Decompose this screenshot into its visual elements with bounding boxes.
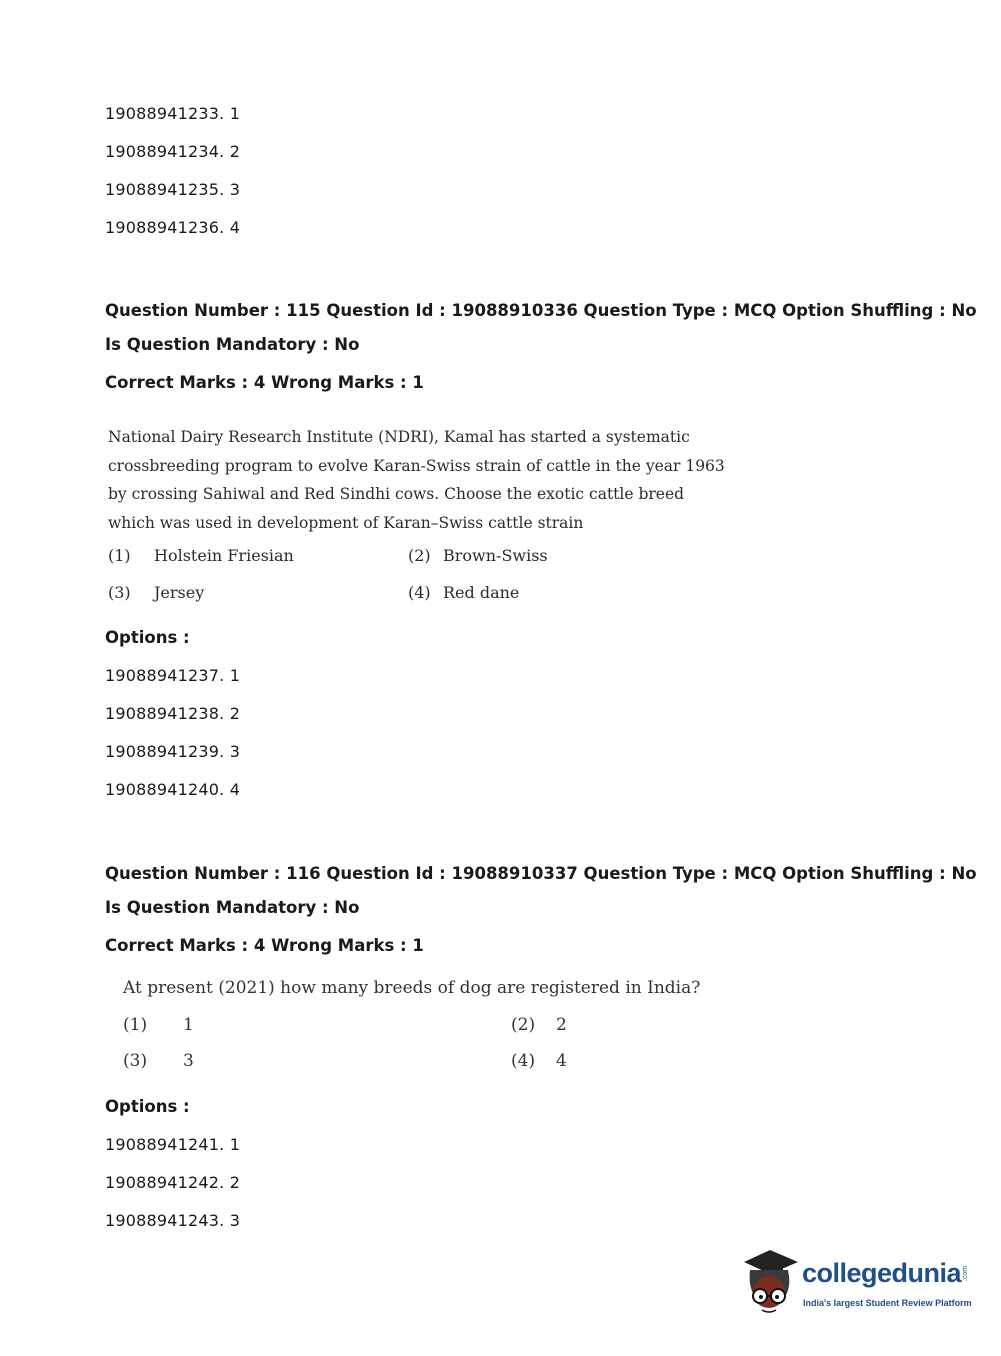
choice-1 (123, 1015, 194, 1035)
choice-label: Holstein Friesian (154, 546, 294, 565)
choice-3 (123, 1051, 194, 1071)
question-header: Question Number : 116 Question Id : 19088910337 Question Type : MCQ Option Shuffling : No (105, 864, 977, 883)
choice-label: Red dane (443, 583, 520, 602)
options-heading: Options : (105, 1097, 190, 1116)
logo-name: collegedunia (802, 1258, 962, 1288)
option-item: 19088941238. 2 (105, 704, 241, 723)
question-mandatory: Is Question Mandatory : No (105, 335, 360, 354)
option-item: 19088941233. 1 (105, 104, 241, 123)
question-marks: Correct Marks : 4 Wrong Marks : 1 (105, 936, 424, 955)
option-item: 19088941241. 1 (105, 1135, 241, 1154)
choice-3 (108, 583, 205, 602)
choice-number: (2) (511, 1015, 536, 1035)
choice-label: Brown-Swiss (443, 546, 548, 565)
collegedunia-logo[interactable] (740, 1248, 975, 1320)
question-header: Question Number : 115 Question Id : 19088910336 Question Type : MCQ Option Shuffling : No (105, 301, 977, 320)
logo-suffix: .com (962, 1265, 970, 1282)
option-item: 19088941243. 3 (105, 1211, 241, 1230)
option-item: 19088941240. 4 (105, 780, 241, 799)
option-item: 19088941234. 2 (105, 142, 241, 161)
choice-number: (4) (408, 583, 431, 602)
choice-label: Jersey (154, 583, 205, 602)
choice-number: (4) (511, 1051, 536, 1071)
question-text: National Dairy Research Institute (NDRI), Kamal has started a systematic crossbreeding program to evolve Karan-Swiss strain of cattle in the year 1963 by crossing Sahiwal and Red Sindhi cows. Choose the exotic cattle breed which was used in development of Karan–Swiss cattle strain (108, 428, 725, 532)
choice-1 (108, 546, 294, 565)
choice-number: (2) (408, 546, 431, 565)
choice-2 (511, 1015, 567, 1035)
choice-number: (3) (108, 583, 131, 602)
option-item: 19088941236. 4 (105, 218, 241, 237)
choice-number: (1) (108, 546, 131, 565)
option-item: 19088941242. 2 (105, 1173, 241, 1192)
choice-2 (408, 546, 548, 565)
mascot-icon (740, 1248, 802, 1318)
option-item: 19088941235. 3 (105, 180, 241, 199)
choice-4 (511, 1051, 567, 1071)
question-text: At present (2021) how many breeds of dog are registered in India? (123, 978, 701, 998)
choice-label: 3 (183, 1051, 194, 1071)
choice-label: 2 (556, 1015, 567, 1035)
question-mandatory: Is Question Mandatory : No (105, 898, 360, 917)
logo-tagline: India's largest Student Review Platform (803, 1298, 972, 1308)
choice-number: (3) (123, 1051, 148, 1071)
option-item: 19088941239. 3 (105, 742, 241, 761)
choice-label: 4 (556, 1051, 567, 1071)
question-marks: Correct Marks : 4 Wrong Marks : 1 (105, 373, 424, 392)
choice-number: (1) (123, 1015, 148, 1035)
option-item: 19088941237. 1 (105, 666, 241, 685)
choice-4 (408, 583, 520, 602)
options-heading: Options : (105, 628, 190, 647)
choice-label: 1 (183, 1015, 194, 1035)
